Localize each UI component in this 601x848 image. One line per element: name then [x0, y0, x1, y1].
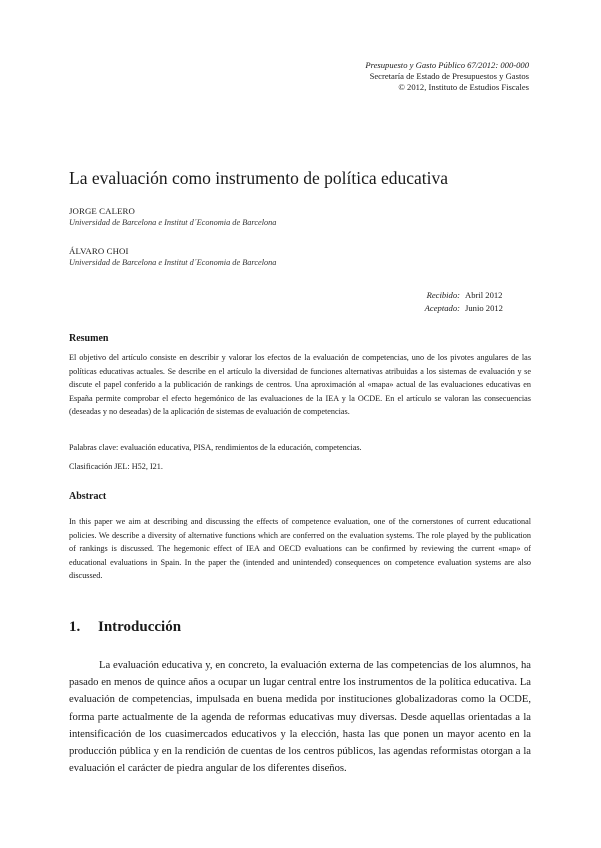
- author-block: [69, 246, 276, 267]
- classification-label: Clasificación JEL:: [69, 462, 130, 471]
- author-affiliation: Universidad de Barcelona e Institut d´Economia de Barcelona: [69, 258, 277, 267]
- received-row: [425, 289, 509, 302]
- journal-publisher: Secretaría de Estado de Presupuestos y Gastos: [369, 71, 529, 82]
- received-value: Abril 2012: [465, 290, 503, 300]
- keywords-label: Palabras clave:: [69, 443, 119, 452]
- dates-block: [425, 289, 509, 315]
- section-title: Introducción: [98, 619, 182, 635]
- received-label: Recibido:: [426, 290, 460, 300]
- resumen-text: El objetivo del artículo consiste en describir y valorar los efectos de la evaluación de competencias, uno de los pivotes angulares de las políticas educativas actuales. Se describe en el artículo la diversidad de funciones alternativas atribuidas a los sistemas de evaluación y se discute el papel conferido a la publicación de rankings de centros. Una aproximación al «mapa» actual de las evaluaciones educativas en España permite comprobar el efecto hegemónico de las evaluaciones de la IEA y la OCDE. En el artículo se valoran las consecuencias (deseadas y no deseadas) de la aplicación de sistemas de evaluación de competencias.: [69, 353, 531, 417]
- intro-paragraph: La evaluación educativa y, en concreto, la evaluación externa de las competencias de los alumnos, ha pasado en menos de quince años a ocupar un lugar central entre los instrumentos de la política educativa. La evaluación de competencias, impulsada en buena medida por instituciones globalizadoras como la OCDE, forma parte actualmente de la agenda de reformas educativas muy diversas. Desde aquellas orientadas a la intensificación de los cuasimercados educativos y la elección, hasta las que ponen un mayor acento en la producción pública y en la rendición de cuentas de los centros públicos, las agendas reformistas otorgan a la evaluación el carácter de piedra angular de los diferentes diseños.: [69, 660, 531, 775]
- accepted-row: [425, 302, 509, 315]
- author-name: ÁLVARO CHOI: [69, 246, 129, 256]
- section-number: 1.: [69, 619, 81, 635]
- section-heading: [69, 619, 181, 636]
- paper-title: La evaluación como instrumento de política educativa: [69, 168, 449, 188]
- abstract-heading: Abstract: [69, 491, 107, 502]
- classification-text: H52, I21.: [131, 462, 163, 471]
- journal-copyright: © 2012, Instituto de Estudios Fiscales: [398, 82, 529, 93]
- resumen-heading: Resumen: [69, 333, 109, 344]
- accepted-value: Junio 2012: [465, 303, 503, 313]
- journal-header: [365, 60, 529, 94]
- author-affiliation: Universidad de Barcelona e Institut d´Economia de Barcelona: [69, 218, 277, 227]
- classification-line: [69, 460, 531, 474]
- author-block: [69, 206, 276, 227]
- abstract-text: In this paper we aim at describing and discussing the effects of competence evaluation, one of the cornerstones of current educational policies. We describe a diversity of alternative functions which are conferred on the evaluation systems. The role played by the publication of rankings is discussed. The hegemonic effect of IEA and OECD evaluations can be confirmed by reviewing the current «map» of educational evaluations in Spain. In the paper the (intended and unintended) consequences on competence evaluation systems are also discussed.: [69, 517, 531, 581]
- author-name: JORGE CALERO: [69, 206, 135, 216]
- accepted-label: Aceptado:: [424, 303, 460, 313]
- journal-citation: Presupuesto y Gasto Público 67/2012: 000-000: [365, 60, 529, 70]
- keywords-text: evaluación educativa, PISA, rendimientos de la educación, competencias.: [120, 443, 362, 452]
- keywords-line: [69, 441, 531, 455]
